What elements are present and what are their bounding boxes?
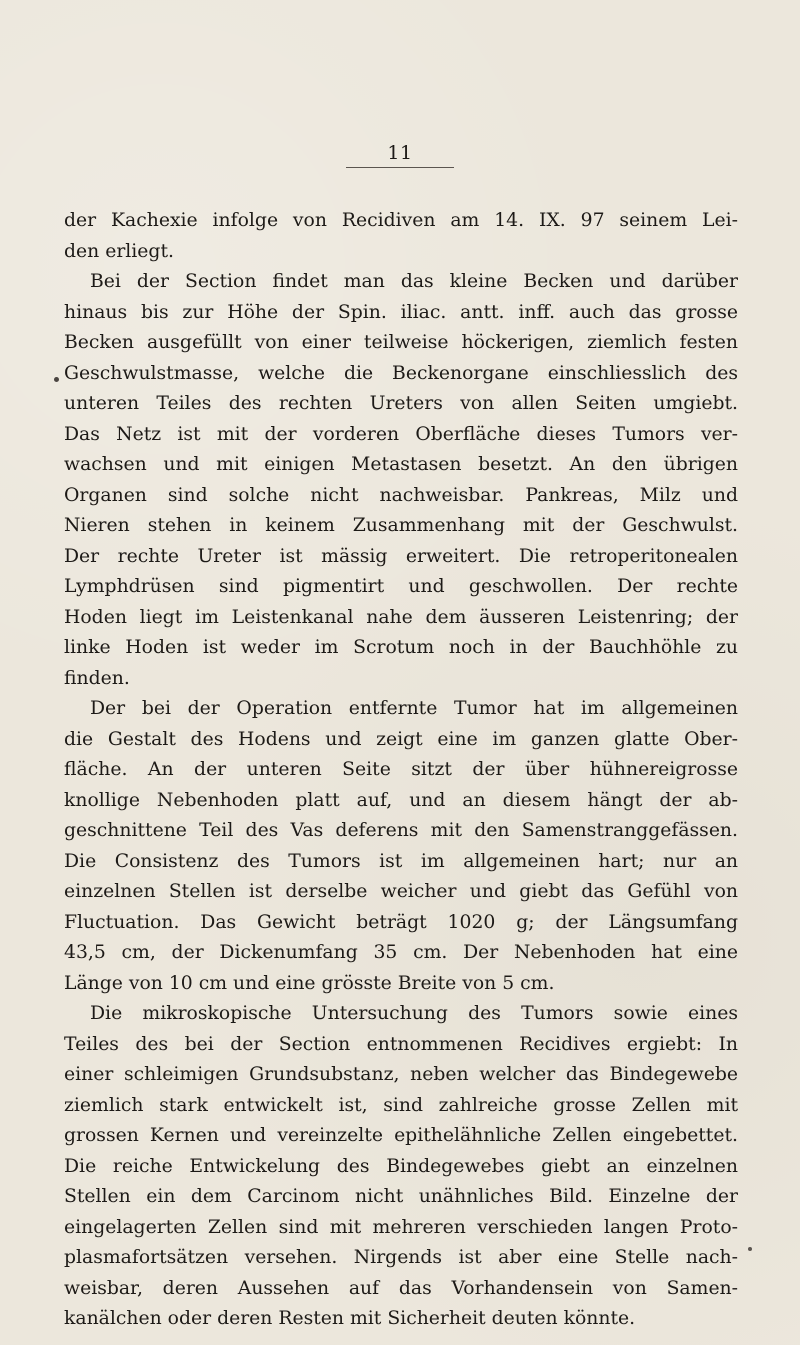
text-line-10: Organen sind solche nicht nachweisbar. Pankreas, Milz und — [64, 484, 738, 506]
text-line-19: fläche. An der unteren Seite sitzt der über hühnereigrosse — [64, 759, 738, 780]
text-line-33: Stellen ein dem Carcinom nicht unähnliches Bild. Einzelne der — [64, 1186, 738, 1207]
text-line-12: Der rechte Ureter ist mässig erweitert. Die retroperitonealen — [64, 545, 738, 567]
text-line-34: eingelagerten Zellen sind mit mehreren verschieden langen Proto- — [64, 1216, 738, 1238]
text-line-27: Die mikroskopische Untersuchung des Tumors sowie eines — [90, 1003, 738, 1024]
text-line-18: die Gestalt des Hodens und zeigt eine im ganzen glatte Ober- — [64, 728, 738, 750]
text-line-2: den erliegt. — [64, 240, 174, 262]
text-line-35: plasmafortsätzen versehen. Nirgends ist aber eine Stelle nach- — [64, 1247, 738, 1268]
text-line-28: Teiles des bei der Section entnommenen Recidives ergiebt: In — [64, 1033, 738, 1055]
text-line-13: Lymphdrüsen sind pigmentirt und geschwollen. Der rechte — [64, 576, 738, 597]
text-line-4: hinaus bis zur Höhe der Spin. iliac. antt. inff. auch das grosse — [64, 301, 738, 323]
text-line-16: finden. — [64, 667, 130, 689]
body-text — [64, 206, 738, 1335]
text-line-36: weisbar, deren Aussehen auf das Vorhandensein von Samen- — [64, 1277, 738, 1299]
text-line-1: der Kachexie infolge von Recidiven am 14. IX. 97 seinem Lei- — [64, 210, 738, 231]
page-number-rule — [346, 167, 454, 168]
text-line-26: Länge von 10 cm und eine grösste Breite von 5 cm. — [64, 972, 555, 994]
text-line-21: geschnittene Teil des Vas deferens mit den Samenstranggefässen. — [64, 820, 738, 841]
margin-mark-right — [748, 1247, 752, 1251]
text-line-23: einzelnen Stellen ist derselbe weicher und giebt das Gefühl von — [64, 881, 738, 902]
text-line-7: unteren Teiles des rechten Ureters von allen Seiten umgiebt. — [64, 393, 738, 414]
text-line-11: Nieren stehen in keinem Zusammenhang mit der Geschwulst. — [64, 515, 738, 536]
text-line-14: Hoden liegt im Leistenkanal nahe dem äusseren Leistenring; der — [64, 606, 738, 628]
page-number-area — [340, 143, 460, 168]
text-line-24: Fluctuation. Das Gewicht beträgt 1020 g; der Längsumfang — [64, 911, 738, 933]
page-number: 11 — [387, 142, 413, 164]
text-line-30: ziemlich stark entwickelt ist, sind zahlreiche grosse Zellen mit — [64, 1094, 738, 1116]
text-line-6: Geschwulstmasse, welche die Beckenorgane einschliesslich des — [64, 362, 738, 384]
margin-mark-left — [54, 377, 59, 382]
text-line-25: 43,5 cm, der Dickenumfang 35 cm. Der Nebenhoden hat eine — [64, 942, 738, 963]
text-line-22: Die Consistenz des Tumors ist im allgemeinen hart; nur an — [64, 850, 738, 872]
text-line-31: grossen Kernen und vereinzelte epithelähnliche Zellen eingebettet. — [64, 1125, 738, 1146]
text-line-20: knollige Nebenhoden platt auf, und an diesem hängt der ab- — [64, 789, 738, 811]
text-line-15: linke Hoden ist weder im Scrotum noch in der Bauchhöhle zu — [64, 637, 738, 658]
text-line-29: einer schleimigen Grundsubstanz, neben welcher das Bindegewebe — [64, 1064, 738, 1085]
text-line-37: kanälchen oder deren Resten mit Sicherheit deuten könnte. — [64, 1308, 636, 1329]
text-line-8: Das Netz ist mit der vorderen Oberfläche dieses Tumors ver- — [64, 423, 738, 445]
text-line-5: Becken ausgefüllt von einer teilweise höckerigen, ziemlich festen — [64, 332, 738, 353]
text-line-17: Der bei der Operation entfernte Tumor hat im allgemeinen — [90, 698, 738, 719]
text-line-32: Die reiche Entwickelung des Bindegewebes giebt an einzelnen — [64, 1155, 738, 1177]
text-line-3: Bei der Section findet man das kleine Becken und darüber — [90, 271, 738, 292]
text-line-9: wachsen und mit einigen Metastasen besetzt. An den übrigen — [64, 454, 738, 475]
